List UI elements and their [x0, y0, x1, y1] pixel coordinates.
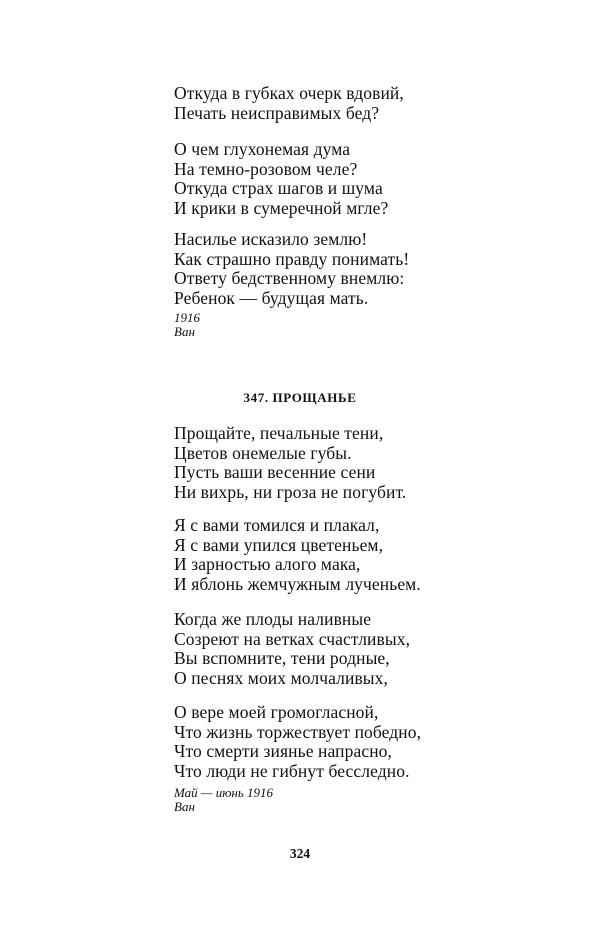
- verse-line: Я с вами томился и плакал,: [174, 515, 380, 535]
- verse-line: Ответу бедственному внемлю:: [174, 268, 405, 288]
- verse-line: О песнях моих молчаливых,: [174, 667, 388, 688]
- poem1-stanza-2: [174, 140, 388, 218]
- verse-line: Что смерти зиянье напрасно,: [174, 741, 392, 761]
- verse-line: О чем глухонемая дума: [174, 139, 351, 159]
- verse-line: Что люди не гибнут бесследно.: [174, 760, 410, 781]
- verse-line: Насилье исказило землю!: [174, 229, 368, 249]
- verse-line: Откуда в губках очерк вдовий,: [174, 83, 404, 103]
- verse-line: Что жизнь торжествует победно,: [174, 721, 422, 742]
- verse-line: Пусть ваши весенние сени: [174, 462, 376, 482]
- poem2-date: Май — июнь 1916: [174, 785, 273, 800]
- verse-line: Прощайте, печальные тени,: [174, 423, 384, 443]
- poem1-stanza-1: [174, 84, 404, 123]
- poem1-dateline: [174, 311, 200, 339]
- page-number: 324: [289, 846, 311, 861]
- verse-line: Вы вспомните, тени родные,: [174, 648, 390, 668]
- poem2-stanza-2: [174, 516, 421, 594]
- verse-line: Цветов онемелые губы.: [174, 442, 352, 463]
- verse-line: Печать неисправимых бед?: [174, 102, 380, 123]
- poem2-place: Ван: [174, 799, 195, 814]
- verse-line: И зарностью алого мака,: [174, 554, 361, 574]
- verse-line: Созреют на ветках счастливых,: [174, 628, 411, 649]
- verse-line: Откуда страх шагов и шума: [174, 178, 383, 198]
- verse-line: О вере моей громогласной,: [174, 702, 379, 722]
- verse-line: На темно-розовом челе?: [174, 158, 358, 179]
- verse-line: Как страшно правду понимать!: [174, 248, 410, 269]
- verse-line: Ни вихрь, ни гроза не погубит.: [174, 481, 407, 502]
- poem2-stanza-3: [174, 610, 410, 688]
- poem1-place: Ван: [174, 324, 195, 339]
- poem2-stanza-4: [174, 703, 421, 781]
- verse-line: Когда же плоды наливные: [174, 609, 372, 629]
- poem1-date: 1916: [174, 310, 200, 325]
- poem2-stanza-1: [174, 424, 406, 502]
- poem2-title: 347. ПРОЩАНЬЕ: [243, 390, 357, 405]
- verse-line: И яблонь жемчужным лученьем.: [174, 573, 421, 594]
- verse-line: И крики в сумеречной мгле?: [174, 197, 389, 218]
- verse-line: Ребенок — будущая мать.: [174, 287, 369, 308]
- verse-line: Я с вами упился цветеньем,: [174, 534, 384, 555]
- poem1-stanza-3: [174, 230, 409, 308]
- poem2-dateline: [174, 786, 273, 814]
